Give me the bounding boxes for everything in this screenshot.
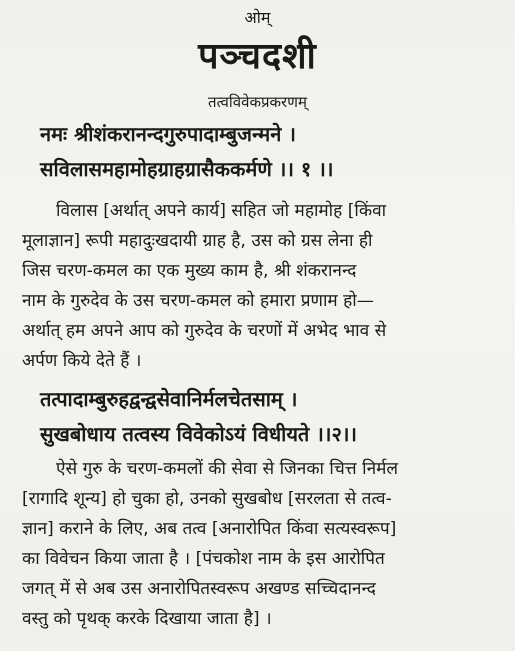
page-title: पञ्चदशी bbox=[198, 36, 317, 77]
chapter-subtitle: तत्वविवेकप्रकरणम् bbox=[208, 93, 307, 111]
verse-1-line-1: नमः श्रीशंकरानन्दगुरुपादाम्बुजन्मने । bbox=[40, 122, 296, 146]
commentary-1-line: अर्थात् हम अपने आप को गुरुदेव के चरणों में अभेद भाव से bbox=[22, 321, 387, 341]
commentary-2-line: ऐसे गुरु के चरण-कमलों की सेवा से जिनका चित्त निर्मल bbox=[56, 459, 399, 479]
commentary-2-line: [रागादि शून्य] हो चुका हो, उनको सुखबोध [सरलता से तत्व- bbox=[22, 489, 392, 509]
om-heading: ओम् bbox=[244, 8, 271, 27]
verse-1-line-2: सविलासमहामोहग्राहग्रासैककर्मणे ।। १ ।। bbox=[40, 157, 334, 181]
commentary-1-line: जिस चरण-कमल का एक मुख्य काम है, श्री शंकरानन्द bbox=[22, 261, 357, 281]
commentary-2 bbox=[22, 454, 500, 634]
commentary-1-line: मूलाज्ञान] रूपी महादुःखदायी ग्राह है, उस को ग्रस लेना ही bbox=[22, 231, 373, 251]
commentary-1-line: अर्पण किये देते हैं । bbox=[22, 351, 142, 371]
commentary-2-line: का विवेचन किया जाता है । [पंचकोश नाम के इस आरोपित bbox=[22, 549, 385, 569]
commentary-2-line: ज्ञान] कराने के लिए, अब तत्व [अनारोपित किंवा सत्यस्वरूप] bbox=[22, 519, 397, 539]
commentary-2-line: जगत् में से अब उस अनारोपितस्वरूप अखण्ड सच्चिदानन्द bbox=[22, 579, 376, 599]
commentary-1 bbox=[22, 196, 500, 376]
commentary-2-line: वस्तु को पृथक् करके दिखाया जाता है] । bbox=[22, 609, 272, 629]
commentary-1-line: नाम के गुरुदेव के उस चरण-कमल को हमारा प्रणाम हो— bbox=[22, 291, 374, 311]
commentary-1-line: विलास [अर्थात् अपने कार्य] सहित जो महामोह [किंवा bbox=[56, 201, 387, 221]
verse-2-line-2: सुखबोधाय तत्वस्य विवेकोऽयं विधीयते ।।२।। bbox=[40, 422, 358, 446]
verse-2-line-1: तत्पादाम्बुरुहद्वन्द्वसेवानिर्मलचेतसाम् । bbox=[40, 387, 298, 411]
